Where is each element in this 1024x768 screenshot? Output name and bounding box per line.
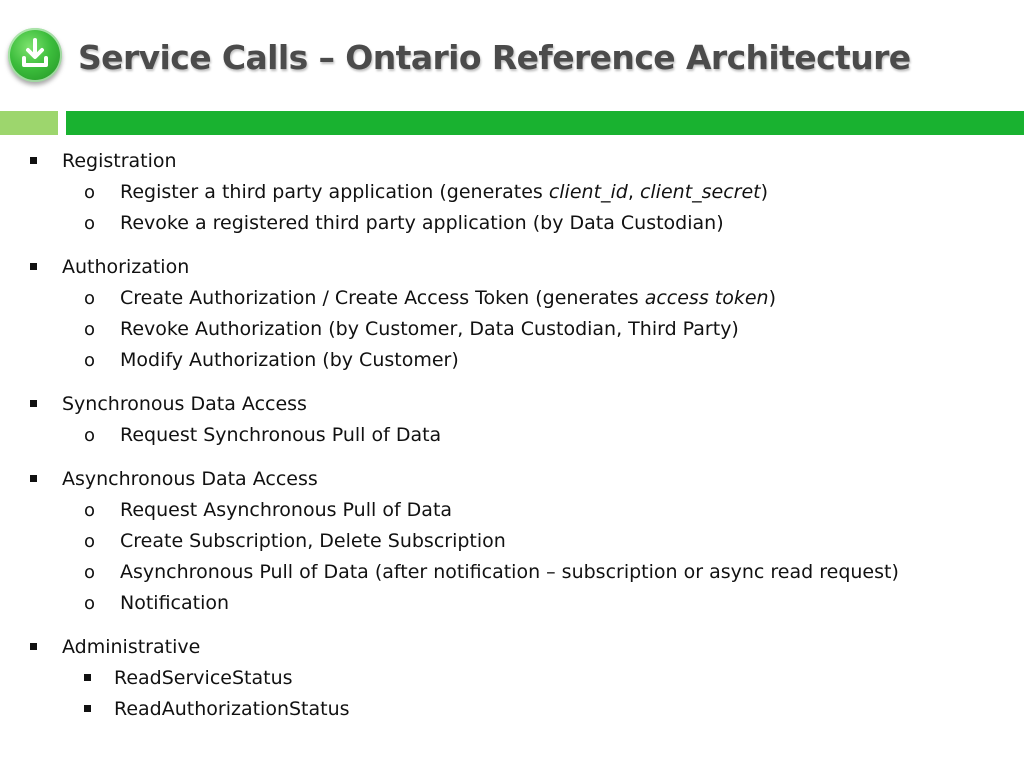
slide-title: Service Calls – Ontario Reference Architecture: [78, 38, 911, 77]
section-synchronous-data-access: [0, 389, 1024, 451]
section-asynchronous-data-access: [0, 464, 1024, 619]
square-bullet-icon: [30, 632, 37, 663]
bullet-item: [0, 632, 1024, 663]
circle-bullet-icon: o: [84, 288, 96, 309]
square-bullet-icon: [30, 252, 37, 283]
sub-bullet-item: [0, 526, 1024, 557]
slide-content: [0, 146, 1024, 738]
square-bullet-icon: [30, 464, 37, 495]
sub-bullet-item: [0, 314, 1024, 345]
section-authorization: [0, 252, 1024, 376]
square-bullet-icon: [84, 694, 91, 725]
sub-bullet-item: [0, 495, 1024, 526]
section-heading: Registration: [62, 150, 177, 172]
accent-bar-dark: [66, 111, 1024, 135]
sub-bullet-text: Create Subscription, Delete Subscription: [120, 530, 506, 552]
square-bullet-icon: [30, 389, 37, 420]
circle-bullet-icon: o: [84, 593, 96, 614]
sub-bullet-item: [0, 208, 1024, 239]
circle-bullet-icon: o: [84, 213, 96, 234]
circle-bullet-icon: o: [84, 182, 96, 203]
section-heading: Authorization: [62, 256, 190, 278]
section-registration: [0, 146, 1024, 239]
sub-bullet-item: [0, 345, 1024, 376]
sub-bullet-text: Asynchronous Pull of Data (after notification – subscription or async read request): [120, 561, 899, 583]
sub-bullet-text: Notification: [120, 592, 230, 614]
circle-bullet-icon: o: [84, 350, 96, 371]
section-administrative: [0, 632, 1024, 725]
circle-bullet-icon: o: [84, 319, 96, 340]
sub-bullet-text: Revoke a registered third party application (by Data Custodian): [120, 212, 724, 234]
bullet-item: [0, 464, 1024, 495]
sub-bullet-item: [0, 694, 1024, 725]
sub-bullet-text: Register a third party application (generates client_id, client_secret): [120, 181, 769, 203]
sub-bullet-text: ReadServiceStatus: [114, 667, 293, 689]
section-heading: Synchronous Data Access: [62, 393, 307, 415]
sub-bullet-text: Request Synchronous Pull of Data: [120, 424, 442, 446]
sub-bullet-text: Modify Authorization (by Customer): [120, 349, 459, 371]
bullet-item: [0, 146, 1024, 177]
sub-bullet-text: ReadAuthorizationStatus: [114, 698, 350, 720]
sub-bullet-text: Create Authorization / Create Access Token (generates access token): [120, 287, 776, 309]
accent-bar-light: [0, 111, 58, 135]
sub-bullet-text: Request Asynchronous Pull of Data: [120, 499, 453, 521]
sub-bullet-item: [0, 420, 1024, 451]
circle-bullet-icon: o: [84, 562, 96, 583]
sub-bullet-item: [0, 177, 1024, 208]
circle-bullet-icon: o: [84, 500, 96, 521]
sub-bullet-item: [0, 283, 1024, 314]
sub-bullet-text: Revoke Authorization (by Customer, Data Custodian, Third Party): [120, 318, 739, 340]
sub-bullet-item: [0, 557, 1024, 588]
sub-bullet-item: [0, 663, 1024, 694]
circle-bullet-icon: o: [84, 531, 96, 552]
download-icon: [8, 28, 62, 82]
section-heading: Asynchronous Data Access: [62, 468, 318, 490]
bullet-item: [0, 252, 1024, 283]
section-heading: Administrative: [62, 636, 201, 658]
sub-bullet-item: [0, 588, 1024, 619]
bullet-item: [0, 389, 1024, 420]
square-bullet-icon: [84, 663, 91, 694]
circle-bullet-icon: o: [84, 425, 96, 446]
square-bullet-icon: [30, 146, 37, 177]
